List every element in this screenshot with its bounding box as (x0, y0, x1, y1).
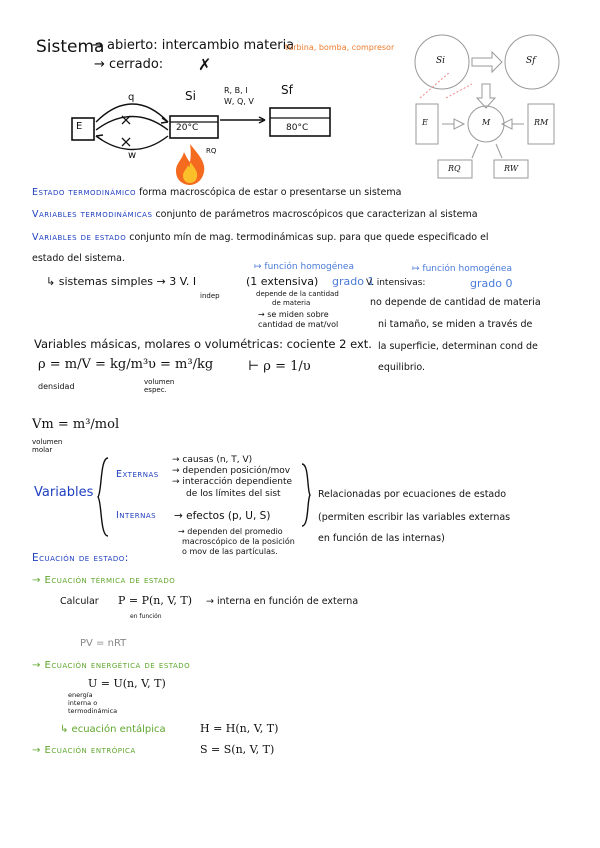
abierto-examples: turbina, bomba, compresor (285, 43, 395, 52)
en-funcion-label: en función (130, 613, 162, 620)
rho-equation: ρ = m/V = kg/m³ (38, 357, 149, 372)
vol-espec-label: volumen espec. (144, 378, 175, 395)
ecuacion-title: Ecuación de estado: (32, 552, 129, 564)
arrow-q-curve (96, 104, 168, 122)
entropica-line: → Ecuación entrópica (32, 745, 136, 756)
calcular-label: Calcular (60, 596, 99, 607)
variables-estado-line (32, 233, 489, 244)
variables-estado-text2: estado del sistema. (32, 253, 125, 264)
diagram-rm: RM (534, 118, 549, 127)
masicas-title: Variables másicas, molares o volumétricas: cociente 2 ext. (34, 337, 372, 351)
variables-termodinamicas-title: Variables termodinámicas (32, 209, 153, 220)
ni-tamano-text: ni tamaño, se miden a través de (378, 319, 533, 330)
indep-label: indep (200, 292, 220, 300)
sketch-label-sf: Sf (281, 83, 293, 97)
sketch-arrow-w: w (128, 150, 137, 161)
superficie-text: la superficie, determinan cond de (378, 341, 538, 352)
diagram-rq: RQ (448, 164, 461, 173)
int2-line: → dependen del promedio (178, 527, 283, 536)
pv-equation: PV = nRT (80, 638, 127, 649)
vm-label: volumen molar (32, 438, 63, 455)
de-materia-label: de materia (272, 299, 311, 307)
estado-termodinamico-title: Estado termodinámico (32, 187, 136, 198)
termica-line: → Ecuación térmica de estado (32, 575, 176, 586)
diagram-sf: Sf (526, 56, 536, 66)
fh2-label: ↦ función homogénea (412, 264, 512, 274)
cerrado-line: → cerrado: (94, 57, 164, 72)
variables-estado-title: Variables de estado (32, 232, 127, 243)
int3-line: macroscópico de la posición (182, 537, 295, 546)
estado-termodinamico-text: forma macroscópica de estar o presentarse un sistema (139, 187, 402, 198)
variables-estado-text: conjunto mín de mag. termodinámicas sup. para que quede especificado el (129, 232, 489, 243)
flame-label: RQ (206, 147, 217, 155)
flame-icon (172, 142, 208, 186)
s-equation: S = S(n, V, T) (200, 743, 275, 756)
ext4-line: de los límites del sist (186, 489, 281, 499)
variables-termodinamicas-text: conjunto de parámetros macroscópicos que caracterizan al sistema (155, 209, 478, 220)
estado-termodinamico-line (32, 188, 401, 199)
relation-equation: ⊢ ρ = 1/υ (248, 359, 311, 374)
sistema-heading: Sistema (36, 37, 105, 57)
ext2-line: → dependen posición/mov (172, 466, 291, 476)
abierto-line: → abierto: intercambio materia (92, 38, 295, 53)
h-equation: H = H(n, V, T) (200, 722, 279, 735)
sketch-mid-labels2: W, Q, V (224, 97, 254, 106)
equilibrio-text: equilibrio. (378, 362, 426, 373)
energetica-line: → Ecuación energética de estado (32, 660, 191, 671)
energy-diagram (410, 28, 590, 188)
ext1-line: → causas (n, T, V) (172, 455, 253, 465)
intensivas-label: V. intensivas: (366, 278, 426, 288)
sistemas-simples: ↳ sistemas simples → 3 V. I (46, 275, 197, 288)
interna-line: → interna en función de externa (206, 596, 359, 607)
diagram-e: E (422, 118, 428, 127)
variables-termodinamicas-line (32, 210, 478, 221)
sketch-label-si: Si (185, 89, 196, 103)
entalpica-line: ↳ ecuación entálpica (60, 724, 166, 735)
fh1-label: ↦ función homogénea (254, 262, 354, 272)
sketch-arrow-q: q (128, 92, 135, 103)
variables-brace-right (300, 462, 312, 528)
extensiva-label: (1 extensiva) (246, 275, 319, 288)
variables-brace-left (96, 456, 110, 538)
u-equation: U = U(n, V, T) (88, 677, 166, 690)
energia1-label: energía (68, 691, 93, 699)
grado0-label: grado 0 (470, 277, 513, 290)
internas-label: Internas (116, 510, 157, 521)
vm-equation: Vm = m³/mol (32, 417, 120, 432)
rel1-line: Relacionadas por ecuaciones de estado (318, 489, 507, 500)
sketch-temp-f: 80°C (286, 123, 309, 133)
diagram-m: M (482, 118, 491, 127)
diagram-si: Si (436, 56, 446, 66)
sketch-mid-labels: R, B, I (224, 86, 248, 95)
sketch-temp-i: 20°C (176, 123, 199, 133)
se-miden-label: → se miden sobre (258, 310, 329, 319)
arrow-w-curve (96, 136, 168, 150)
int1-line: → efectos (p, U, S) (174, 510, 271, 522)
grado1-label: grado 1 (332, 275, 375, 288)
rel3-line: en función de las internas) (318, 533, 445, 544)
energia3-label: termodinámica (68, 707, 118, 715)
no-depende-text: no depende de cantidad de materia (370, 297, 541, 308)
cerrado-symbol: ✗ (198, 55, 212, 74)
depende-label: depende de la cantidad (256, 290, 339, 298)
diagram-rw: RW (504, 164, 519, 173)
system-sketch (60, 80, 360, 190)
variables-title: Variables (34, 485, 94, 500)
energia2-label: interna o (68, 699, 98, 707)
rel2-line: (permiten escribir las variables externas (318, 512, 511, 523)
ext3-line: → interacción dependiente (172, 477, 293, 487)
p-equation: P = P(n, V, T) (118, 594, 193, 607)
sketch-label-e: E (76, 121, 83, 132)
int4-line: o mov de las partículas. (182, 547, 278, 556)
cantidad-label: cantidad de mat/vol (258, 320, 339, 329)
v-equation: υ = m³/kg (148, 357, 214, 372)
densidad-label: densidad (38, 382, 75, 391)
externas-label: Externas (116, 469, 159, 480)
